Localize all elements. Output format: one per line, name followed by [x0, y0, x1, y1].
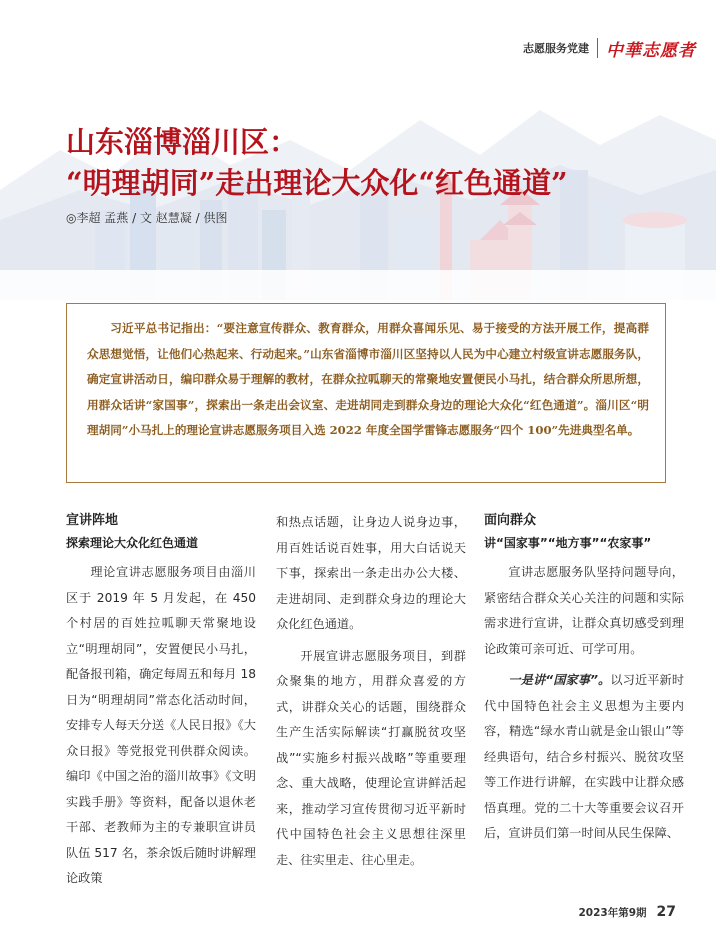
point-body: 以习近平新时代中国特色社会主义思想为主要内容，精选“绿水青山就是金山银山”等经典语句，结合乡村振兴、脱贫攻坚等工作进行讲解，在实践中让群众感悟真理。党的二十大等重要会议召开后，宣讲员们第一时间从民生保障、 — [484, 673, 685, 840]
column-3 — [484, 510, 684, 853]
lead-paragraph: 习近平总书记指出：“要注意宣传群众、教育群众，用群众喜闻乐见、易于接受的方法开展工作，提高群众思想觉悟，让他们心热起来、行动起来。”山东省淄博市淄川区坚持以人民为中心建立村级宣讲志愿服务队，确定宣讲活动日，编印群众易于理解的教材，在群众拉呱聊天的常聚地安置便民小马扎，结合群众所思所想，用群众话讲“家国事”，探索出一条走出会议室、走进胡同走到群众身边的理论大众化“红色通道”。淄川区“明理胡同”小马扎上的理论宣讲志愿服务项目入选 2022 年度全国学雷锋志愿服务“四个 100”先进典型名单。 — [87, 321, 649, 438]
title-line-1: 山东淄博淄川区： — [66, 125, 299, 159]
lead-box — [66, 303, 666, 483]
page-header — [523, 34, 696, 62]
article-title — [66, 122, 568, 204]
point-lead-in: 一是讲“国家事”。 — [508, 673, 611, 687]
header-divider — [597, 38, 598, 58]
column-3-paragraph-2 — [484, 668, 684, 847]
section-subheading-2: 讲“国家事”“地方事”“农家事” — [484, 536, 652, 550]
page-footer — [578, 904, 676, 920]
column-3-paragraph-1: 宣讲志愿服务队坚持问题导向，紧密结合群众关心关注的问题和实际需求进行宣讲，让群众真切感受到理论政策可亲可近、可学可用。 — [484, 565, 684, 656]
page-number: 27 — [656, 904, 676, 920]
section-name: 志愿服务党建 — [523, 42, 589, 55]
column-2-paragraph-2: 开展宣讲志愿服务项目，到群众聚集的地方，用群众喜爱的方式，讲群众关心的话题，围绕群众生产生活实际解读“打赢脱贫攻坚战”“实施乡村振兴战略”等重要理念、重大战略，使理论宣讲鲜活起来，推动学习宣传贯彻习近平新时代中国特色社会主义思想往深里走、往实里走、往心里走。 — [276, 648, 466, 867]
title-line-2: “明理胡同”走出理论大众化“红色通道” — [66, 166, 568, 200]
column-1 — [66, 510, 256, 898]
section-heading-1: 宣讲阵地 — [66, 513, 119, 528]
section-subheading-1: 探索理论大众化红色通道 — [66, 536, 199, 550]
column-2-paragraph-1: 和热点话题，让身边人说身边事，用百姓话说百姓事，用大白话说天下事，探索出一条走出办公大楼、走进胡同、走到群众身边的理论大众化红色通道。 — [276, 515, 466, 631]
column-1-paragraph: 理论宣讲志愿服务项目由淄川区于 2019 年 5 月发起，在 450 个村居的百姓拉呱聊天常聚地设立“明理胡同”，安置便民小马扎，配备报刊箱，确定每周五和每月 18 日为“明理胡同”常态化活动时间，安排专人每天分送《人民日报》《大众日报》等党报党刊供群众阅读。编印《中国之治的淄川故事》《文明实践手册》等资料，配备以退休老干部、老教师为主的专兼职宣讲员队伍 517 名，茶余饭后随时讲解理论政策 — [66, 565, 257, 885]
magazine-logo: 中華志愿者 — [606, 40, 696, 61]
column-2 — [276, 510, 466, 879]
issue-label: 2023年第9期 — [578, 907, 647, 919]
byline: ◎李超 孟燕 / 文 赵慧凝 / 供图 — [66, 211, 228, 225]
section-heading-2: 面向群众 — [484, 513, 537, 528]
